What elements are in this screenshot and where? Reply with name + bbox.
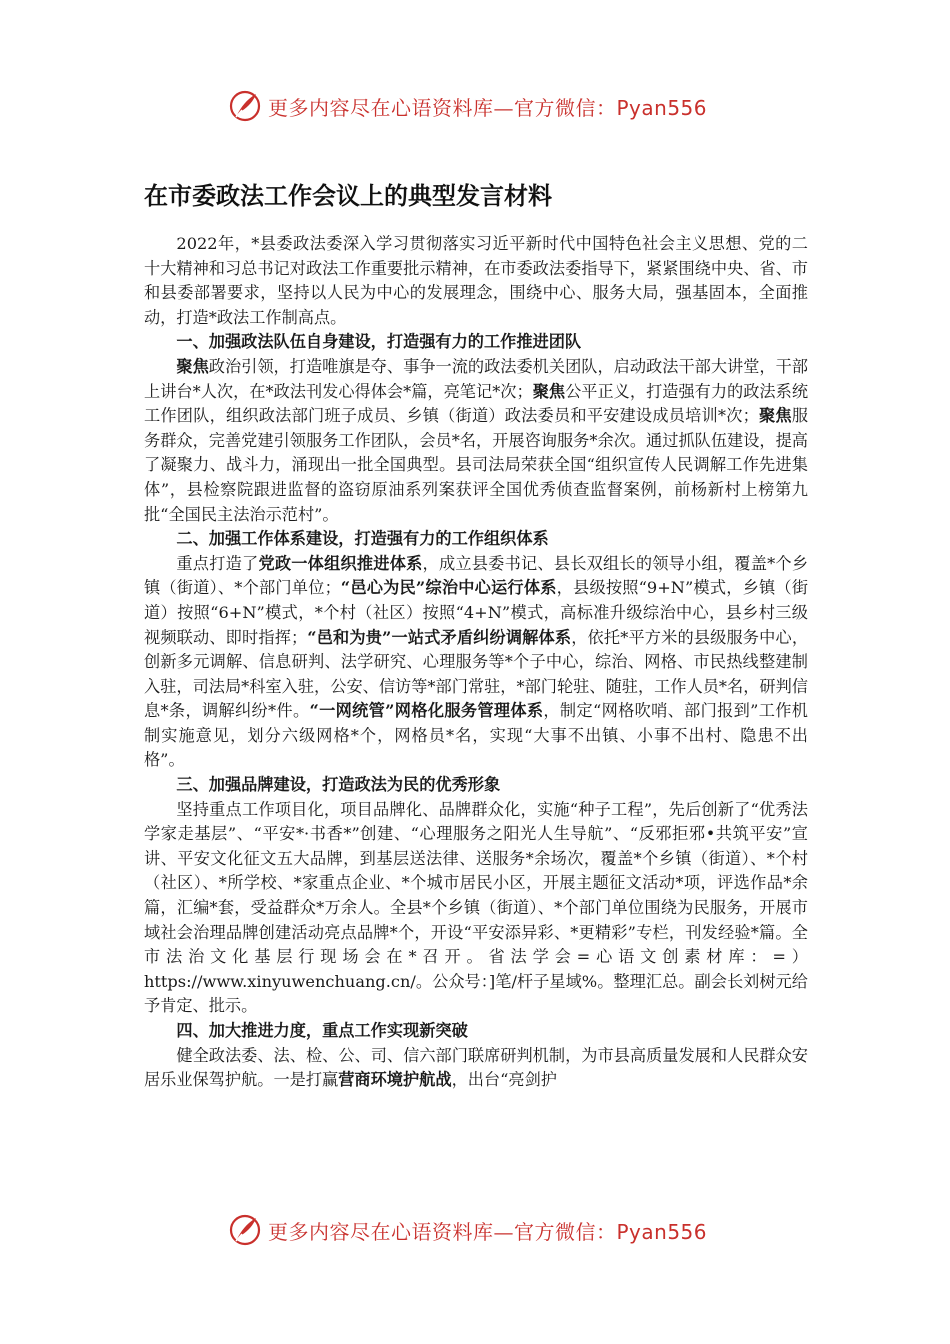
- banner-text: [268, 1216, 707, 1245]
- banner-wechat-id: Pyan556: [616, 1219, 708, 1244]
- text-run: 坚持重点工作项目化，项目品牌化、品牌群众化，实施“种子工程”，先后创新了“优秀法学家走基层”、“平安*·书香*”创建、“心理服务之阳光人生导航”、“反邪拒邪•共筑平安”宣讲、平安文化征文五大品牌，到基层送法律、送服务*余场次，覆盖*个乡镇（街道）、*个村（社区）、*所学校、*家重点企业、*个城市居民小区，开展主题征文活动*项，评选作品*余篇，汇编*套，受益群众*万余人。全县*个乡镇（街道）、*个部门单位围绕为民服务，开展市域社会治理品牌创建活动亮点品牌*个，开设“平安添异彩、*更精彩”专栏，刊发经验*篇。全市法治文化基层行现场会在*召开。省法学会=心语文创素材库：=）https://www.xinyuwenchuang.cn/。公众号：]笔/杆子星域%。整理汇总。副会长刘树元给予肯定、批示。: [144, 799, 808, 1016]
- footer-banner: [228, 1210, 748, 1250]
- section-heading: [144, 527, 808, 552]
- document-title: 在市委政法工作会议上的典型发言材料: [144, 182, 552, 210]
- bold-phrase: 营商环境护航战: [338, 1070, 452, 1090]
- quill-logo-icon: [228, 89, 262, 123]
- banner-text: [268, 92, 707, 121]
- text-run: 四、加大推进力度，重点工作实现新突破: [176, 1021, 468, 1040]
- bold-phrase: 党政一体组织推进体系: [258, 553, 423, 573]
- text-run: 公平正义，打造强有力的政法系统工作团队，组织政法部门班子成员、乡镇（街道）政法委员和平安建设成员培训*次；: [144, 381, 809, 426]
- body-paragraph: [144, 355, 808, 527]
- bold-phrase: 聚焦: [176, 356, 209, 376]
- bold-phrase: 聚焦: [532, 381, 566, 401]
- text-run: ，制定“网格吹哨、部门报到”工作机制实施意见，划分六级网格*个，网格员*名，实现“大事不出镇、小事不出村、隐患不出格”。: [144, 701, 808, 770]
- text-run: 服务群众，完善党建引领服务工作团队，会员*名，开展咨询服务*余次。通过抓队伍建设，提高了凝聚力、战斗力，涌现出一批全国典型。县司法局荣获全国“组织宣传人民调解工作先进集体”，县检察院跟进监督的盗窃原油系列案获评全国优秀侦查监督案例，前杨新村上榜第九批“全国民主法治示范村”。: [144, 406, 809, 524]
- text-run: 二、加强工作体系建设，打造强有力的工作组织体系: [176, 529, 549, 549]
- body-paragraph: [144, 232, 808, 330]
- banner-slogan: 更多内容尽在心语资料库—官方微信：: [268, 1219, 617, 1244]
- body-paragraph: [144, 552, 808, 773]
- text-run: 2022年，*县委政法委深入学习贯彻落实习近平新时代中国特色社会主义思想、党的二十大精神和习总书记对政法工作重要批示精神，在市委政法委指导下，紧紧围绕中央、省、市和县委部署要求，坚持以人民为中心的发展理念，围绕中心、服务大局，强基固本，全面推动，打造*政法工作制高点。: [144, 234, 808, 327]
- body-paragraph: [144, 798, 808, 1019]
- section-heading: [144, 330, 808, 355]
- text-run: 政治引领，打造唯旗是夺、事争一流的政法委机关团队，启动政法干部大讲堂，干部上讲台*人次，在*政法刊发心得体会*篇，亮笔记*次；: [144, 356, 808, 401]
- text-run: 三、加强品牌建设，打造政法为民的优秀形象: [176, 775, 501, 795]
- bold-phrase: “邑心为民”综治中心运行体系: [340, 578, 557, 598]
- text-run: ，依托*平方米的县级服务中心，创新多元调解、信息研判、法学研究、心理服务等*个子中心，综治、网格、市民热线整建制入驻，司法局*科室入驻，公安、信访等*部门常驻，*部门轮驻、随驻，工作人员*名，研判信息*条，调解纠纷*件。: [144, 627, 809, 721]
- text-run: ，成立县委书记、县长双组长的领导小组，覆盖*个乡镇（街道）、*个部门单位；: [144, 553, 809, 598]
- bold-phrase: “邑和为贵”一站式矛盾纠纷调解体系: [307, 627, 572, 647]
- text-run: 健全政法委、法、检、公、司、信六部门联席研判机制，为市县高质量发展和人民群众安居乐业保驾护航。一是打赢: [144, 1045, 808, 1090]
- banner-slogan: 更多内容尽在心语资料库—官方微信：: [268, 95, 617, 120]
- header-banner: [228, 86, 748, 126]
- quill-logo-icon: [228, 1213, 262, 1247]
- bold-phrase: 聚焦: [758, 406, 792, 426]
- text-run: ，县级按照“9+N”模式，乡镇（街道）按照“6+N”模式，*个村（社区）按照“4+N”模式，高标准升级综治中心，县乡村三级视频联动、即时指挥；: [144, 578, 809, 647]
- text-run: 重点打造了: [176, 553, 259, 573]
- section-heading: [144, 773, 808, 798]
- banner-wechat-id: Pyan556: [616, 95, 708, 120]
- document-body: [144, 232, 808, 1093]
- bold-phrase: “一网统管”网格化服务管理体系: [309, 701, 544, 721]
- text-run: 一、加强政法队伍自身建设，打造强有力的工作推进团队: [176, 332, 582, 352]
- section-heading: [144, 1019, 808, 1044]
- text-run: ，出台“亮剑护: [451, 1070, 557, 1090]
- body-paragraph: [144, 1044, 808, 1093]
